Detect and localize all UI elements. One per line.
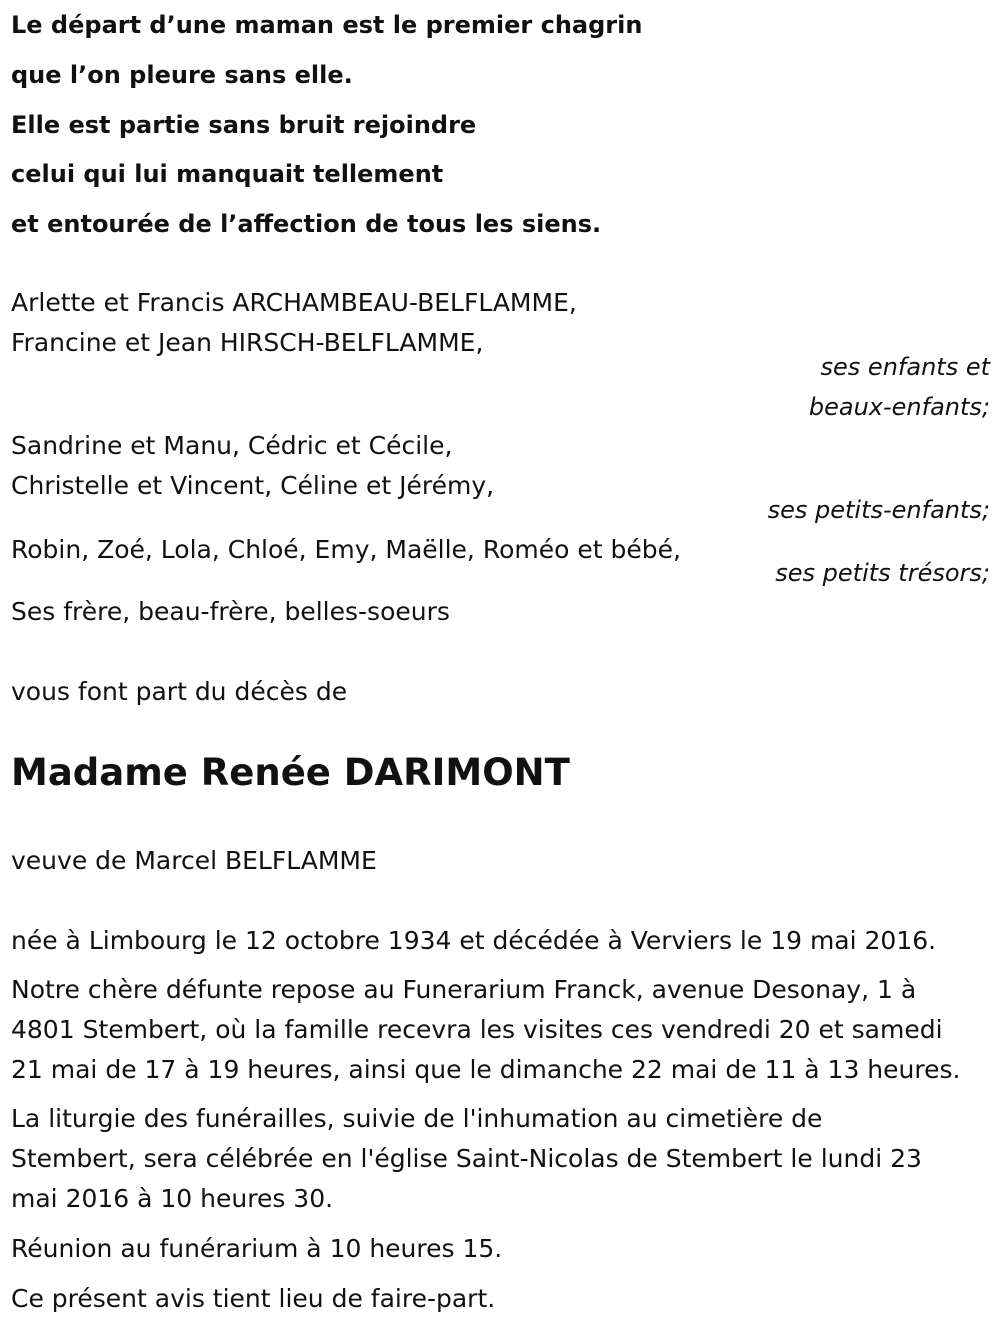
children-role: beaux-enfants;: [808, 393, 990, 421]
children-line: Francine et Jean HIRSCH-BELFLAMME,: [11, 328, 484, 357]
poem-line: et entourée de l’affection de tous les siens.: [11, 210, 602, 238]
children-role: ses enfants et: [820, 353, 990, 381]
details-line: Notre chère défunte repose au Funerarium Franck, avenue Desonay, 1 à: [11, 975, 917, 1004]
poem-line: Le départ d’une maman est le premier chagrin: [11, 11, 643, 39]
details-line: mai 2016 à 10 heures 30.: [11, 1184, 334, 1213]
details-line: La liturgie des funérailles, suivie de l'inhumation au cimetière de: [11, 1104, 823, 1133]
grandchildren-role: ses petits-enfants;: [767, 496, 990, 524]
children-line: Arlette et Francis ARCHAMBEAU-BELFLAMME,: [11, 288, 577, 317]
details-line: née à Limbourg le 12 octobre 1934 et décédée à Verviers le 19 mai 2016.: [11, 926, 937, 955]
details-line: 4801 Stembert, où la famille recevra les visites ces vendredi 20 et samedi: [11, 1015, 943, 1044]
poem-line: celui qui lui manquait tellement: [11, 160, 444, 188]
grandchildren-line: Sandrine et Manu, Cédric et Cécile,: [11, 431, 453, 460]
treasures-line: Robin, Zoé, Lola, Chloé, Emy, Maëlle, Roméo et bébé,: [11, 535, 681, 564]
poem-line: Elle est partie sans bruit rejoindre: [11, 111, 477, 139]
details-line: Stembert, sera célébrée en l'église Saint-Nicolas de Stembert le lundi 23: [11, 1144, 922, 1173]
announce-text: vous font part du décès de: [11, 677, 348, 706]
details-line: 21 mai de 17 à 19 heures, ainsi que le dimanche 22 mai de 11 à 13 heures.: [11, 1055, 961, 1084]
siblings-line: Ses frère, beau-frère, belles-soeurs: [11, 597, 450, 626]
grandchildren-line: Christelle et Vincent, Céline et Jérémy,: [11, 471, 495, 500]
poem-line: que l’on pleure sans elle.: [11, 61, 353, 89]
widow-of: veuve de Marcel BELFLAMME: [11, 846, 377, 875]
deceased-name: Madame Renée DARIMONT: [11, 751, 570, 794]
details-line: Ce présent avis tient lieu de faire-part.: [11, 1284, 496, 1313]
details-line: Réunion au funérarium à 10 heures 15.: [11, 1234, 503, 1263]
treasures-role: ses petits trésors;: [775, 559, 990, 587]
